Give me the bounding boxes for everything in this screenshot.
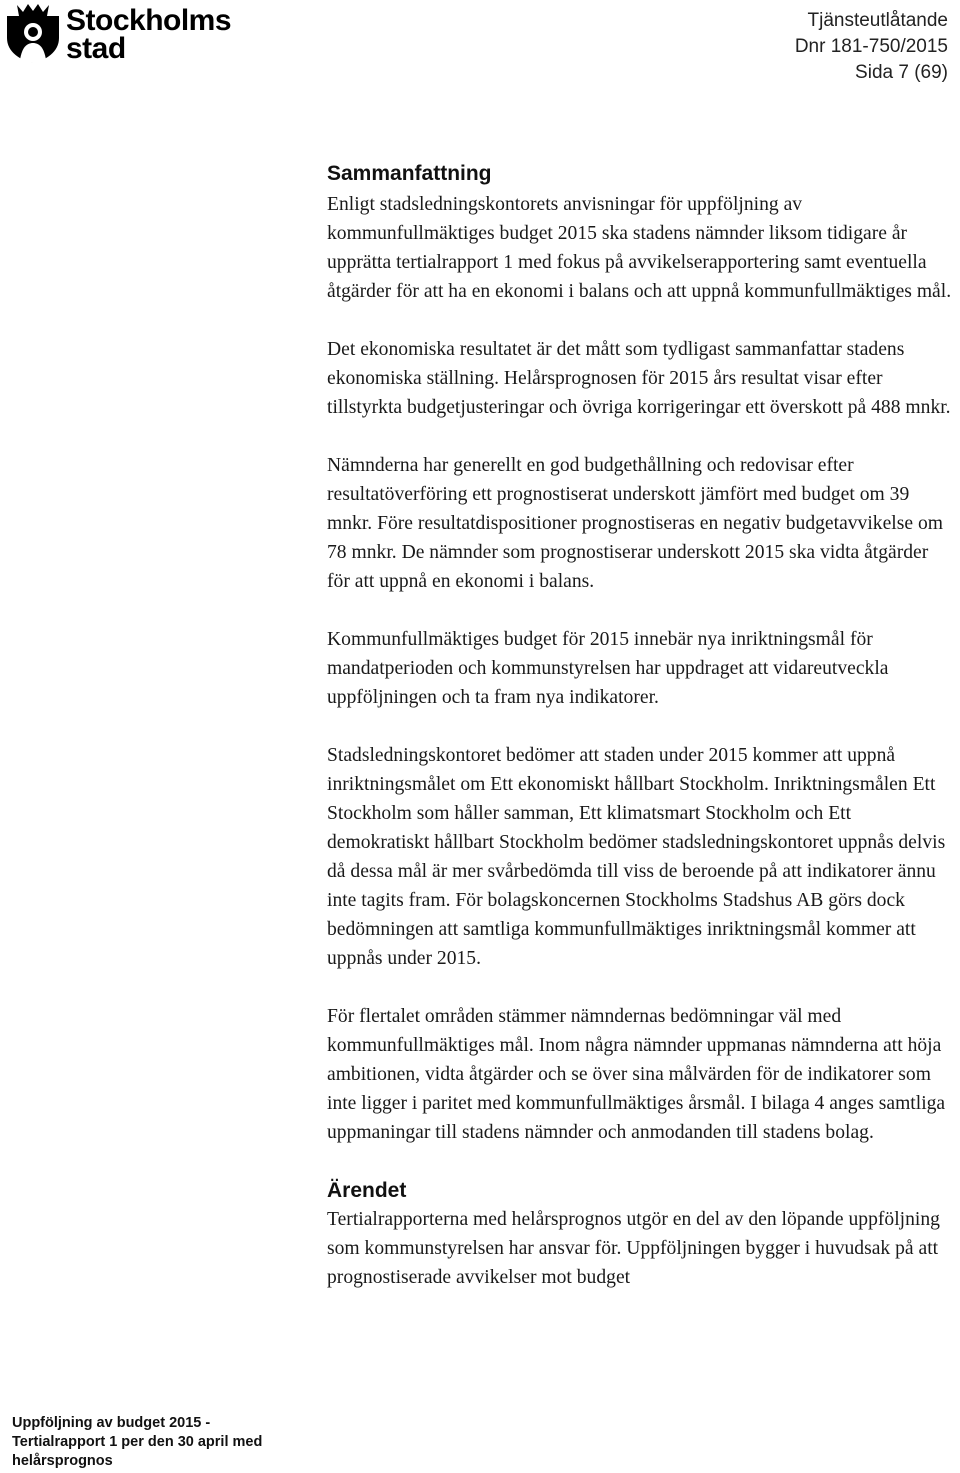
paragraph: Nämnderna har generellt en god budgethållning och redovisar efter resultatöverföring ett prognostiserat underskott jämfört med budget om 39 mnkr. Före resultatdispositioner prognostiseras en negativ budgetavvikelse om 78 mnkr. De nämnder som prognostiserar underskott 2015 ska vidta åtgärder för att uppnå en ekonomi i balans. bbox=[327, 455, 943, 592]
paragraph: För flertalet områden stämmer nämndernas bedömningar väl med kommunfullmäktiges mål. Inom några nämnder uppmanas nämnderna att höja ambitionen, vidta åtgärder och se över sina målvärden för de indikatorer som inte ligger i paritet med kommunfullmäktiges årsmål. I bilaga 4 anges samtliga uppmaningar till stadens nämnder och anmodanden till stadens bolag. bbox=[327, 1006, 946, 1143]
paragraph: Stadsledningskontoret bedömer att staden under 2015 kommer att uppnå inriktningsmålet om Ett ekonomiskt hållbart Stockholm. Inriktningsmålen Ett Stockholm som håller samman, Ett klimatsmart Stockholm och Ett demokratiskt hållbart Stockholm bedömer stadsledningskontoret uppnås delvis då dessa mål är mer svårbedömda till viss de beroende på att indikatorer ännu inte tagits fram. För bolagskoncernen Stockholms Stadshus AB görs dock bedömningen att samtliga kommunfullmäktiges inriktningsmål kommer att uppnås under 2015. bbox=[327, 745, 946, 969]
paragraph: Tertialrapporterna med helårsprognos utgör en del av den löpande uppföljning som kommunstyrelsen har ansvar för. Uppföljningen bygger i huvudsak på att prognostiserade avvikelser mot budget bbox=[327, 1209, 940, 1288]
document-type: Tjänsteutlåtande bbox=[807, 10, 948, 31]
logo-text-line1: Stockholms bbox=[66, 4, 232, 37]
paragraph: Enligt stadsledningskontorets anvisningar för uppföljning av kommunfullmäktiges budget 2015 ska stadens nämnder liksom tidigare år upprätta tertialrapport 1 med fokus på avvikelserapportering samt eventuella åtgärder för att ha en ekonomi i balans och att uppnå kommunfullmäktiges mål. bbox=[327, 194, 952, 302]
footer-line: helårsprognos bbox=[12, 1453, 113, 1469]
paragraph: Kommunfullmäktiges budget för 2015 innebär nya inriktningsmål för mandatperioden och kommunstyrelsen har uppdraget att vidareutveckla uppföljningen och ta fram nya indikatorer. bbox=[327, 629, 889, 708]
city-crest-icon bbox=[4, 2, 62, 64]
footer-line: Uppföljning av budget 2015 - bbox=[12, 1415, 211, 1431]
document-number: Dnr 181-750/2015 bbox=[794, 36, 948, 57]
footer-line: Tertialrapport 1 per den 30 april med bbox=[12, 1434, 263, 1450]
document-header bbox=[795, 8, 948, 86]
logo-text-line2: stad bbox=[66, 32, 126, 65]
paragraph: Det ekonomiska resultatet är det mått som tydligast sammanfattar stadens ekonomiska ställning. Helårsprognosen för 2015 års resultat visar efter tillstyrkta budgetjusteringar och övriga korrigeringar ett överskott på 488 mnkr. bbox=[327, 339, 951, 418]
document-footer bbox=[12, 1414, 312, 1471]
section-heading-arendet: Ärendet bbox=[327, 1179, 407, 1202]
page-number: Sida 7 (69) bbox=[855, 62, 948, 83]
section-heading-sammanfattning: Sammanfattning bbox=[327, 162, 492, 185]
document-body bbox=[327, 160, 952, 1292]
stockholm-logo bbox=[4, 2, 244, 66]
